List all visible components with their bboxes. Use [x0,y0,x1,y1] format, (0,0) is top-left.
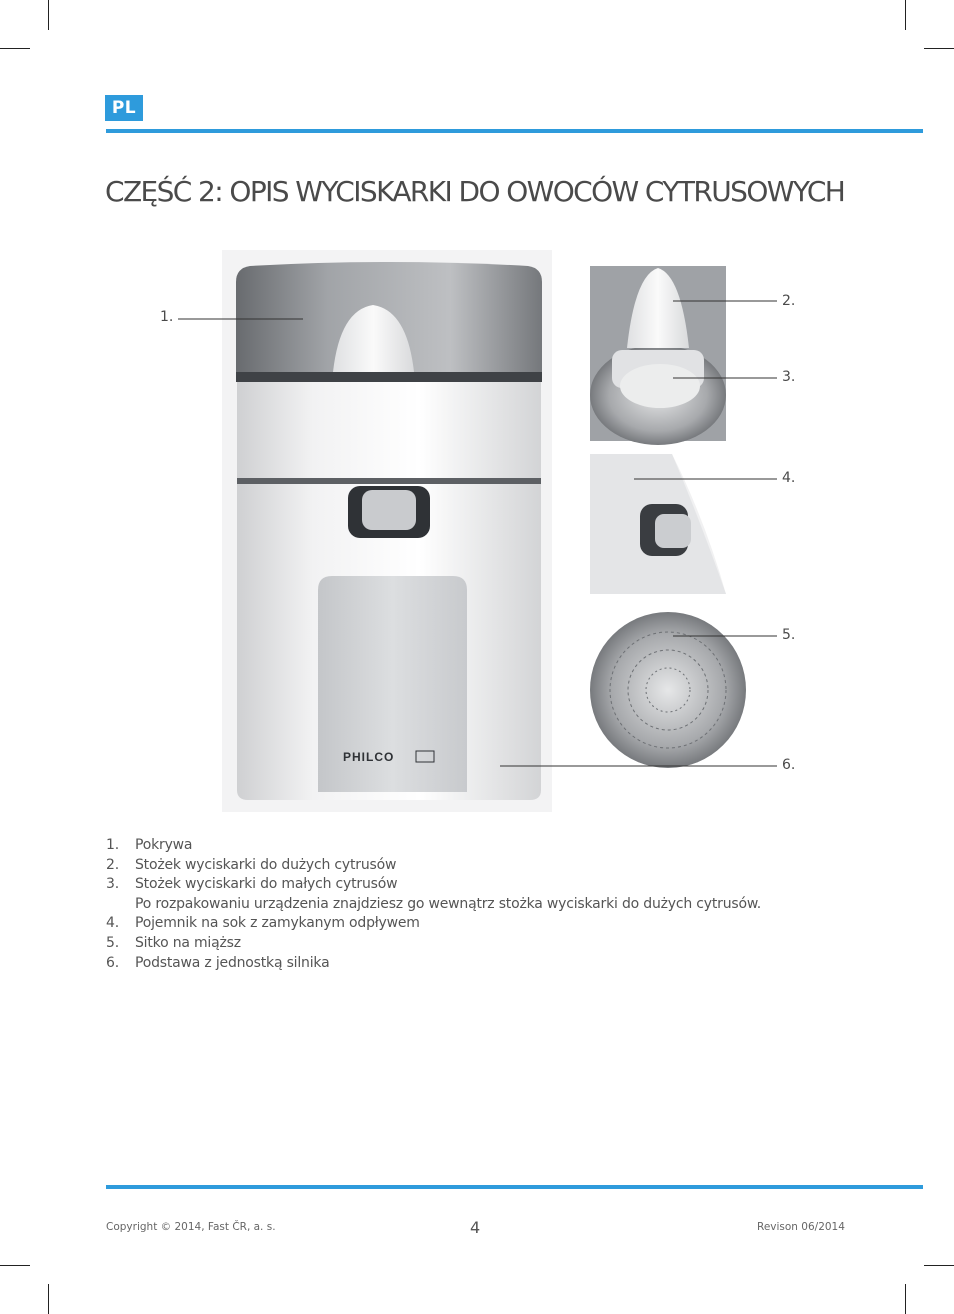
spout [362,490,416,530]
list-item: 4. Pojemnik na sok z zamykanym odpływem [106,915,420,932]
list-item: 2. Stożek wyciskarki do dużych cytrusów [106,856,397,873]
page-title: CZĘŚĆ 2: OPIS WYCISKARKI DO OWOCÓW CYTRUSOWYCH [105,175,845,208]
page-number: 4 [470,1218,481,1237]
callout-5: 5. [782,627,796,643]
callout-3: 3. [782,369,796,385]
brand-logo: PHILCO [343,750,395,764]
callout-2: 2. [782,293,796,309]
list-item: 3. Stożek wyciskarki do małych cytrusów [106,876,398,893]
callout-6: 6. [782,757,796,773]
lid-rim [236,372,542,382]
list-item: 5. Sitko na miąższ [106,934,241,951]
list-item: 6. Podstawa z jednostką silnika [106,954,330,971]
copyright-text: Copyright © 2014, Fast ČR, a. s. [106,1221,276,1233]
callout-4: 4. [782,470,796,486]
language-badge: PL [105,95,143,121]
body-seam [237,478,541,484]
list-item: 1. Pokrywa [106,837,193,853]
footer-rule [106,1185,923,1189]
list-item-note: Po rozpakowaniu urządzenia znajdziesz go wewnątrz stożka wyciskarki do dużych cytrusów. [135,895,762,912]
revision-text: Revison 06/2014 [757,1221,845,1233]
callout-1: 1. [160,309,174,325]
parts-list [106,836,761,973]
